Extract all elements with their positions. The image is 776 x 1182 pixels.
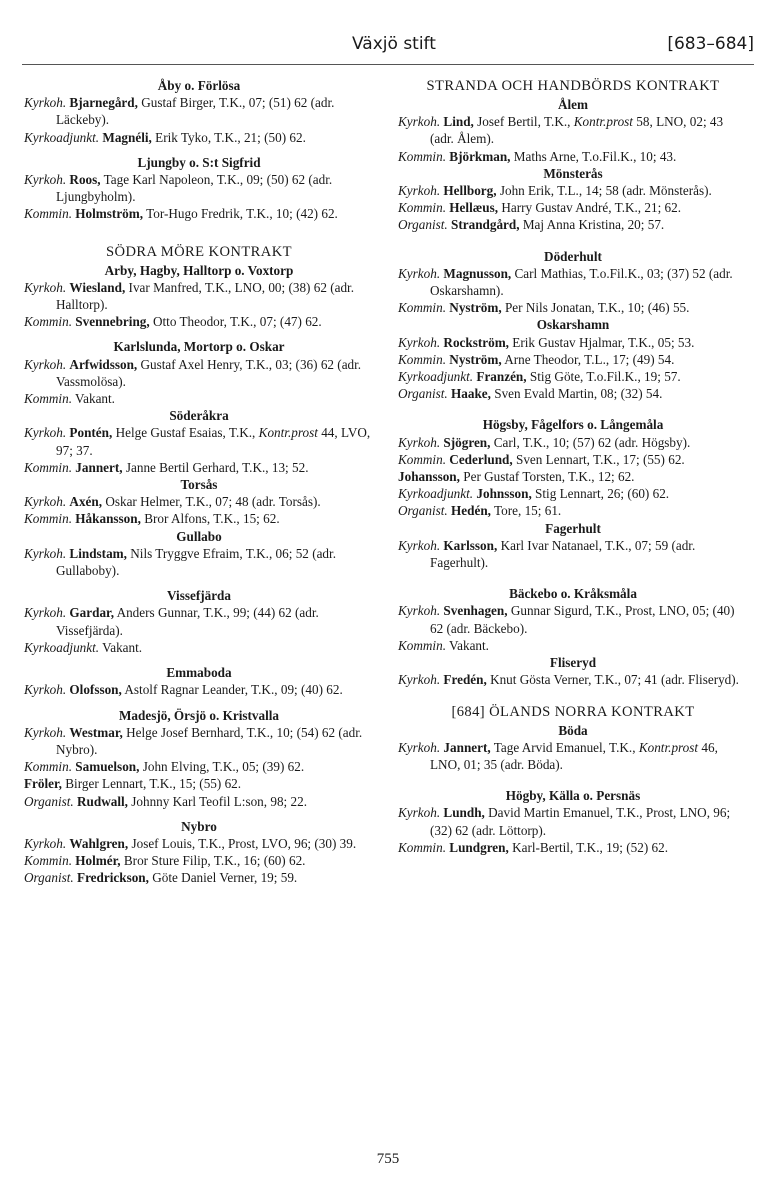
parish-section bbox=[24, 77, 374, 146]
person-name: Magnusson, bbox=[443, 265, 512, 281]
role-title: Organist. bbox=[398, 386, 448, 402]
role-title: Kyrkoh. bbox=[24, 835, 67, 851]
role-title: Kyrkoh. bbox=[398, 537, 441, 553]
person-name: Cederlund, bbox=[449, 451, 513, 467]
clergy-entry bbox=[398, 485, 748, 502]
person-name: Hedén, bbox=[451, 503, 491, 519]
entry-details: Stig Lennart, 26; (60) 62. bbox=[531, 486, 670, 502]
clergy-entry bbox=[24, 639, 374, 656]
clergy-entry bbox=[24, 604, 374, 638]
entry-details: Erik Tyko, T.K., 21; (50) 62. bbox=[151, 129, 306, 145]
entry-details: David Martin Emanuel, T.K., Prost, LNO, 96; (32) 62 (adr. Löttorp). bbox=[430, 805, 731, 838]
entry-details: Gunnar Sigurd, T.K., Prost, LNO, 05; (40) 62 (adr. Bäckebo). bbox=[430, 603, 735, 636]
clergy-entry bbox=[398, 265, 748, 299]
honorary-title: Kontr.prost bbox=[258, 425, 318, 441]
role-title: Kommin. bbox=[398, 351, 446, 367]
parish-heading: Söderåkra bbox=[169, 408, 229, 424]
person-name: Jannert, bbox=[75, 459, 123, 475]
person-name: Björkman, bbox=[449, 148, 511, 164]
role-title: Kommin. bbox=[24, 391, 72, 407]
person-name: Svenhagen, bbox=[443, 603, 508, 619]
person-name: Bjarnegård, bbox=[69, 95, 138, 111]
role-title: Kyrkoh. bbox=[398, 672, 441, 688]
parish-section bbox=[398, 165, 748, 234]
entry-details: Tor-Hugo Fredrik, T.K., 10; (42) 62. bbox=[143, 206, 338, 222]
parish-heading: Karlslunda, Mortorp o. Oskar bbox=[113, 339, 285, 355]
parish-section bbox=[24, 407, 374, 476]
entry-details: Gustaf Birger, T.K., 07; (51) 62 (adr. Läckeby). bbox=[56, 95, 335, 128]
role-title: Kommin. bbox=[398, 300, 446, 316]
clergy-entry bbox=[398, 334, 748, 351]
person-name: Westmar, bbox=[69, 724, 123, 740]
clergy-entry bbox=[24, 313, 374, 330]
person-name: Håkansson, bbox=[75, 511, 141, 527]
role-title: Kommin. bbox=[398, 200, 446, 216]
parish-section bbox=[398, 248, 748, 317]
person-name: Lundh, bbox=[443, 805, 485, 821]
role-title: Organist. bbox=[398, 217, 448, 233]
parish-section bbox=[398, 654, 748, 688]
entry-details: Josef Bertil, T.K., bbox=[473, 114, 574, 130]
person-name: Fredrickson, bbox=[77, 870, 149, 886]
clergy-entry bbox=[24, 793, 374, 810]
parish-heading: Ljungby o. S:t Sigfrid bbox=[137, 154, 261, 170]
entry-details: Ivar Manfred, T.K., LNO, 00; (38) 62 (adr. Halltorp). bbox=[56, 279, 355, 313]
clergy-entry bbox=[24, 510, 374, 527]
person-name: Nyström, bbox=[449, 300, 502, 316]
clergy-entry bbox=[24, 459, 374, 476]
entry-details: John Elving, T.K., 05; (39) 62. bbox=[139, 759, 305, 775]
diocese-title: Växjö stift bbox=[352, 34, 436, 54]
clergy-entry bbox=[398, 299, 748, 316]
role-title: Kyrkoadjunkt. bbox=[24, 129, 100, 145]
role-title: Kyrkoh. bbox=[398, 183, 441, 199]
entry-details: Bror Alfons, T.K., 15; 62. bbox=[140, 511, 280, 527]
entry-details: Tage Arvid Emanuel, T.K., bbox=[490, 739, 639, 755]
role-title: Kyrkoh. bbox=[398, 739, 441, 755]
entry-details: Göte Daniel Verner, 19; 59. bbox=[148, 870, 298, 886]
parish-heading: Oskarshamn bbox=[536, 317, 610, 333]
person-name: Haake, bbox=[451, 386, 491, 402]
role-title: Kyrkoh. bbox=[24, 494, 67, 510]
clergy-entry bbox=[24, 205, 374, 222]
entry-details-cont: 44, LVO, 97; 37. bbox=[56, 425, 371, 458]
entry-details: Birger Lennart, T.K., 15; (55) 62. bbox=[61, 776, 242, 792]
person-name: Johansson, bbox=[398, 469, 460, 485]
header-rule bbox=[22, 64, 754, 65]
entry-details: Sven Lennart, T.K., 17; (55) 62. bbox=[512, 451, 685, 467]
entry-details-cont: 58, LNO, 02; 43 (adr. Ålem). bbox=[430, 114, 724, 147]
parish-section bbox=[24, 154, 374, 223]
role-title: Kommin. bbox=[24, 511, 72, 527]
parish-heading: Torsås bbox=[180, 477, 218, 493]
clergy-entry bbox=[24, 545, 374, 579]
parish-heading: Högby, Källa o. Persnäs bbox=[505, 788, 641, 804]
parish-section bbox=[24, 476, 374, 528]
clergy-entry bbox=[398, 839, 748, 856]
clergy-entry bbox=[24, 775, 374, 792]
parish-section bbox=[398, 722, 748, 774]
person-name: Wahlgren, bbox=[69, 835, 129, 851]
parish-heading: Åby o. Förlösa bbox=[157, 78, 241, 93]
clergy-entry bbox=[398, 502, 748, 519]
parish-heading: Ålem bbox=[557, 97, 589, 112]
person-name: Hellborg, bbox=[443, 183, 497, 199]
page-number: 755 bbox=[376, 1151, 400, 1167]
parish-heading: Fagerhult bbox=[545, 520, 601, 536]
parish-heading: Mönsterås bbox=[543, 165, 603, 181]
role-title: Kyrkoh. bbox=[398, 603, 441, 619]
person-name: Axén, bbox=[69, 494, 103, 510]
entry-details: Gustaf Axel Henry, T.K., 03; (36) 62 (adr. Vassmolösa). bbox=[56, 356, 362, 389]
role-title: Organist. bbox=[24, 870, 74, 886]
parish-section bbox=[24, 338, 374, 407]
role-title: Kyrkoh. bbox=[24, 682, 67, 698]
role-title: Kommin. bbox=[398, 839, 446, 855]
person-name: Sjögren, bbox=[443, 434, 491, 450]
clergy-entry bbox=[24, 94, 374, 128]
entry-details: Helge Josef Bernhard, T.K., 10; (54) 62 (adr. Nybro). bbox=[56, 724, 363, 757]
entry-details: Stig Göte, T.o.Fil.K., 19; 57. bbox=[526, 369, 681, 385]
entry-details: Carl Mathias, T.o.Fil.K., 03; (37) 52 (adr. Oskarshamn). bbox=[430, 265, 733, 299]
person-name: Roos, bbox=[69, 172, 101, 188]
role-title: Kyrkoh. bbox=[24, 425, 67, 441]
clergy-entry bbox=[24, 493, 374, 510]
clergy-entry bbox=[24, 424, 374, 458]
entry-details: Nils Tryggve Efraim, T.K., 06; 52 (adr. Gullaboby). bbox=[56, 545, 336, 579]
role-title: Kyrkoh. bbox=[24, 356, 67, 372]
clergy-entry bbox=[398, 182, 748, 199]
entry-details: Sven Evald Martin, 08; (32) 54. bbox=[490, 386, 663, 402]
clergy-entry bbox=[398, 148, 748, 165]
person-name: Rockström, bbox=[443, 334, 509, 350]
parish-heading: Arby, Hagby, Halltorp o. Voxtorp bbox=[104, 262, 294, 278]
entry-details: Karl Ivar Natanael, T.K., 07; 59 (adr. Fagerhult). bbox=[430, 537, 696, 571]
role-title: Kommin. bbox=[24, 759, 72, 775]
person-name: Fröler, bbox=[24, 776, 62, 792]
clergy-entry bbox=[24, 852, 374, 869]
person-name: Magnéli, bbox=[102, 129, 152, 145]
role-title: Kyrkoh. bbox=[398, 434, 441, 450]
entry-details: Harry Gustav André, T.K., 21; 62. bbox=[498, 200, 682, 216]
person-name: Svennebring, bbox=[75, 314, 150, 330]
clergy-entry bbox=[398, 434, 748, 451]
entry-details: Erik Gustav Hjalmar, T.K., 05; 53. bbox=[508, 334, 695, 350]
clergy-entry bbox=[398, 739, 748, 773]
parish-heading: Madesjö, Örsjö o. Kristvalla bbox=[118, 707, 280, 723]
clergy-entry bbox=[398, 113, 748, 147]
contract-heading: SÖDRA MÖRE KONTRAKT bbox=[106, 243, 292, 260]
person-name: Franzén, bbox=[476, 369, 527, 385]
person-name: Gardar, bbox=[69, 605, 114, 621]
clergy-entry bbox=[398, 385, 748, 402]
entry-details: Helge Gustaf Esaias, T.K., bbox=[112, 425, 259, 441]
entry-details: Oskar Helmer, T.K., 07; 48 (adr. Torsås). bbox=[102, 494, 321, 510]
role-title: Kyrkoh. bbox=[24, 545, 67, 561]
clergy-entry bbox=[24, 758, 374, 775]
person-name: Pontén, bbox=[69, 425, 113, 441]
role-title: Kommin. bbox=[398, 451, 446, 467]
person-name: Hellæus, bbox=[449, 200, 499, 216]
entry-details: Vakant. bbox=[446, 637, 489, 653]
page-header bbox=[22, 30, 754, 62]
clergy-entry bbox=[24, 356, 374, 390]
person-name: Lind, bbox=[443, 114, 474, 130]
clergy-entry bbox=[398, 368, 748, 385]
entry-details: Johnny Karl Teofil L:son, 98; 22. bbox=[127, 793, 308, 809]
person-name: Lindstam, bbox=[69, 545, 127, 561]
clergy-entry bbox=[398, 804, 748, 838]
parish-section bbox=[398, 96, 748, 165]
parish-heading: Emmaboda bbox=[166, 665, 232, 681]
entry-details: Knut Gösta Verner, T.K., 07; 41 (adr. Fliseryd). bbox=[486, 672, 739, 688]
right-column bbox=[398, 77, 748, 856]
parish-heading: Böda bbox=[558, 722, 588, 738]
parish-section bbox=[398, 416, 748, 519]
honorary-title: Kontr.prost bbox=[573, 114, 633, 130]
parish-section bbox=[24, 818, 374, 887]
person-name: Fredén, bbox=[443, 672, 487, 688]
parish-section bbox=[24, 707, 374, 810]
parish-section bbox=[398, 787, 748, 856]
clergy-entry bbox=[398, 671, 748, 688]
role-title: Kyrkoh. bbox=[24, 724, 67, 740]
entry-details: Maj Anna Kristina, 20; 57. bbox=[519, 217, 665, 233]
clergy-entry bbox=[398, 451, 748, 468]
clergy-entry bbox=[24, 835, 374, 852]
role-title: Kommin. bbox=[24, 459, 72, 475]
person-name: Lundgren, bbox=[449, 839, 509, 855]
entry-details: Per Nils Jonatan, T.K., 10; (46) 55. bbox=[501, 300, 690, 316]
clergy-entry bbox=[24, 171, 374, 205]
clergy-entry bbox=[398, 537, 748, 571]
parish-heading: Nybro bbox=[181, 818, 217, 834]
parish-heading: Vissefjärda bbox=[167, 588, 231, 604]
entry-details: Otto Theodor, T.K., 07; (47) 62. bbox=[149, 314, 322, 330]
role-title: Kommin. bbox=[398, 148, 446, 164]
clergy-entry bbox=[24, 279, 374, 313]
entry-details: Per Gustaf Torsten, T.K., 12; 62. bbox=[459, 469, 635, 485]
clergy-entry bbox=[398, 468, 748, 485]
parish-heading: Gullabo bbox=[176, 528, 222, 544]
clergy-entry bbox=[398, 351, 748, 368]
honorary-title: Kontr.prost bbox=[638, 739, 699, 755]
entry-details: Bror Sture Filip, T.K., 16; (60) 62. bbox=[120, 853, 306, 869]
parish-heading: Döderhult bbox=[544, 248, 602, 264]
role-title: Kyrkoh. bbox=[24, 172, 67, 188]
parish-section bbox=[24, 664, 374, 698]
entry-details: Tore, 15; 61. bbox=[490, 503, 562, 519]
page-range: [683–684] bbox=[667, 34, 754, 54]
entry-details: Janne Bertil Gerhard, T.K., 13; 52. bbox=[122, 459, 309, 475]
parish-section bbox=[398, 520, 748, 572]
role-title: Kyrkoh. bbox=[398, 114, 441, 130]
person-name: Olofsson, bbox=[69, 682, 122, 698]
clergy-entry bbox=[24, 681, 374, 698]
role-title: Kyrkoadjunkt. bbox=[24, 639, 100, 655]
parish-heading: Bäckebo o. Kråksmåla bbox=[509, 586, 637, 602]
clergy-entry bbox=[398, 637, 748, 654]
entry-details: Karl-Bertil, T.K., 19; (52) 62. bbox=[508, 839, 668, 855]
person-name: Holmér, bbox=[75, 853, 121, 869]
role-title: Kommin. bbox=[398, 637, 446, 653]
entry-details: Maths Arne, T.o.Fil.K., 10; 43. bbox=[510, 148, 677, 164]
role-title: Kyrkoh. bbox=[398, 334, 441, 350]
role-title: Kommin. bbox=[24, 853, 72, 869]
role-title: Kyrkoh. bbox=[24, 95, 67, 111]
entry-details: Vakant. bbox=[72, 391, 115, 407]
person-name: Samuelson, bbox=[75, 759, 140, 775]
role-title: Kyrkoadjunkt. bbox=[398, 369, 474, 385]
person-name: Jannert, bbox=[443, 739, 491, 755]
parish-section bbox=[24, 262, 374, 331]
role-title: Kommin. bbox=[24, 314, 72, 330]
role-title: Kyrkoh. bbox=[24, 279, 67, 295]
contract-heading: [684] ÖLANDS NORRA KONTRAKT bbox=[451, 703, 695, 720]
person-name: Johnsson, bbox=[476, 486, 532, 502]
person-name: Holmström, bbox=[75, 206, 144, 222]
entry-details: John Erik, T.L., 14; 58 (adr. Mönsterås). bbox=[496, 183, 712, 199]
parish-heading: Fliseryd bbox=[549, 655, 597, 671]
role-title: Kyrkoadjunkt. bbox=[398, 486, 474, 502]
role-title: Organist. bbox=[24, 793, 74, 809]
entry-details: Vakant. bbox=[99, 639, 143, 655]
clergy-entry bbox=[24, 390, 374, 407]
clergy-entry bbox=[24, 129, 374, 146]
entry-details: Carl, T.K., 10; (57) 62 (adr. Högsby). bbox=[490, 434, 691, 450]
role-title: Kommin. bbox=[24, 206, 72, 222]
role-title: Kyrkoh. bbox=[398, 805, 441, 821]
clergy-entry bbox=[24, 724, 374, 758]
clergy-entry bbox=[398, 216, 748, 233]
parish-section bbox=[398, 316, 748, 402]
person-name: Nyström, bbox=[449, 351, 502, 367]
person-name: Wiesland, bbox=[69, 279, 126, 295]
clergy-entry bbox=[398, 199, 748, 216]
parish-heading: Högsby, Fågelfors o. Långemåla bbox=[482, 417, 664, 433]
role-title: Organist. bbox=[398, 503, 448, 519]
entry-details: Arne Theodor, T.L., 17; (49) 54. bbox=[501, 351, 675, 367]
person-name: Arfwidsson, bbox=[69, 356, 138, 372]
entry-details: Tage Karl Napoleon, T.K., 09; (50) 62 (adr. Ljungbyholm). bbox=[56, 172, 333, 205]
clergy-entry bbox=[24, 869, 374, 886]
entry-details: Anders Gunnar, T.K., 99; (44) 62 (adr. Vissefjärda). bbox=[56, 605, 319, 638]
left-column bbox=[24, 77, 374, 887]
clergy-entry bbox=[398, 602, 748, 636]
parish-section bbox=[24, 587, 374, 656]
parish-section bbox=[24, 528, 374, 580]
entry-details: Astolf Ragnar Leander, T.K., 09; (40) 62. bbox=[121, 682, 343, 698]
entry-details-cont: 46, LNO, 01; 35 (adr. Böda). bbox=[430, 739, 718, 772]
entry-details: Josef Louis, T.K., Prost, LVO, 96; (30) 39. bbox=[128, 835, 357, 851]
person-name: Strandgård, bbox=[451, 217, 520, 233]
contract-heading: STRANDA OCH HANDBÖRDS KONTRAKT bbox=[426, 78, 720, 94]
person-name: Rudwall, bbox=[77, 793, 128, 809]
role-title: Kyrkoh. bbox=[398, 265, 441, 281]
parish-section bbox=[398, 585, 748, 654]
person-name: Karlsson, bbox=[443, 537, 498, 553]
role-title: Kyrkoh. bbox=[24, 605, 67, 621]
